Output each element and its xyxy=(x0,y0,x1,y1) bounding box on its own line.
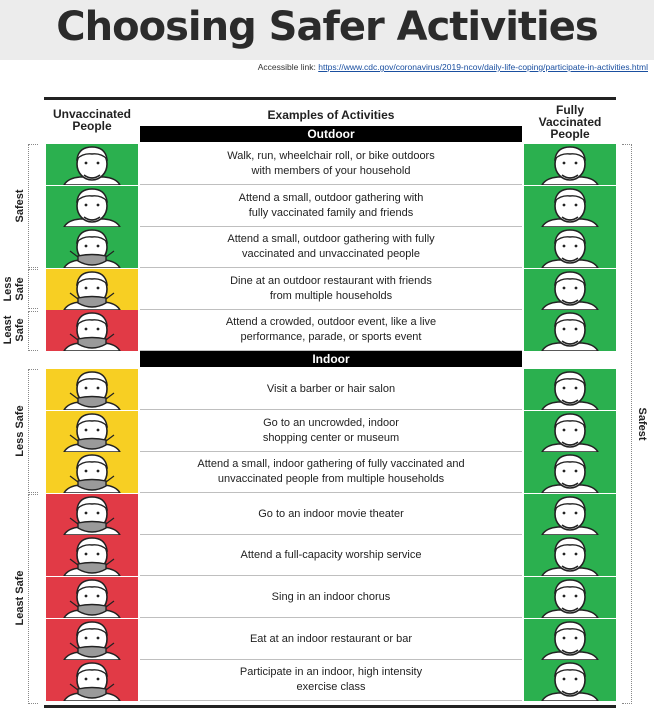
vaccinated-face-icon-green xyxy=(524,577,616,618)
link-prefix: Accessible link: xyxy=(257,62,319,72)
band-label-safest: Safest xyxy=(14,189,26,223)
header-examples: Examples of Activities xyxy=(267,108,395,122)
indoor-activity-text: Go to an indoor movie theater xyxy=(140,494,522,535)
unvaccinated-masked-face-icon-yellow xyxy=(46,411,138,452)
unvaccinated-masked-face-icon-red xyxy=(46,494,138,535)
cdc-link[interactable]: https://www.cdc.gov/coronavirus/2019-ncov/daily-life-coping/participate-in-activities.html xyxy=(318,62,648,72)
outdoor-activity-text: Walk, run, wheelchair roll, or bike outdoors with members of your household xyxy=(140,144,522,185)
vaccinated-face-icon-green xyxy=(524,369,616,410)
vaccinated-face-icon-green xyxy=(524,535,616,576)
band-less-safe-indoor xyxy=(28,369,38,493)
unvaccinated-masked-face-icon-yellow xyxy=(46,269,138,310)
vaccinated-face-icon-green xyxy=(524,144,616,185)
indoor-activity-text: Attend a small, indoor gathering of fully vaccinated and unvaccinated people from multiple households xyxy=(140,452,522,493)
vaccinated-face-icon-green xyxy=(524,310,616,351)
outdoor-activity-text: Attend a small, outdoor gathering with fully vaccinated family and friends xyxy=(140,186,522,227)
indoor-activity-text: Participate in an indoor, high intensity exercise class xyxy=(140,660,522,701)
unvaccinated-masked-face-icon-yellow xyxy=(46,452,138,493)
band-least-safe-outdoor xyxy=(28,311,38,351)
outdoor-activity-text: Attend a small, outdoor gathering with fully vaccinated and unvaccinated people xyxy=(140,227,522,268)
vaccinated-face-icon-green xyxy=(524,186,616,227)
vaccinated-face-icon-green xyxy=(524,619,616,660)
unvaccinated-masked-face-icon-yellow xyxy=(46,369,138,410)
band-safest xyxy=(28,144,38,268)
vaccinated-face-icon-green xyxy=(524,452,616,493)
indoor-activity-text: Sing in an indoor chorus xyxy=(140,577,522,618)
section-indoor: Indoor xyxy=(140,351,522,367)
band-less-safe-outdoor xyxy=(28,269,38,309)
band-vaccinated-safest xyxy=(622,144,632,704)
unvaccinated-masked-face-icon-red xyxy=(46,619,138,660)
vaccinated-face-icon-green xyxy=(524,494,616,535)
band-least-safe-indoor xyxy=(28,494,38,704)
unvaccinated-masked-face-icon-red xyxy=(46,535,138,576)
outdoor-activity-text: Attend a crowded, outdoor event, like a live performance, parade, or sports event xyxy=(140,310,522,351)
unvaccinated-masked-face-icon-red xyxy=(46,577,138,618)
vaccinated-face-icon-green xyxy=(524,660,616,701)
indoor-activity-text: Eat at an indoor restaurant or bar xyxy=(140,619,522,660)
unvaccinated-masked-face-icon-red xyxy=(46,310,138,351)
band-label-vaccinated-safest: Safest xyxy=(636,407,648,441)
section-outdoor: Outdoor xyxy=(140,126,522,142)
unvaccinated-masked-face-icon-green xyxy=(46,227,138,268)
vaccinated-face-icon-green xyxy=(524,227,616,268)
unvaccinated-masked-face-icon-red xyxy=(46,660,138,701)
unvaccinated-face-icon-green xyxy=(46,144,138,185)
vaccinated-face-icon-green xyxy=(524,269,616,310)
vaccinated-face-icon-green xyxy=(524,411,616,452)
outdoor-activity-text: Dine at an outdoor restaurant with friends from multiple households xyxy=(140,269,522,310)
unvaccinated-face-icon-green xyxy=(46,186,138,227)
header-unvaccinated: Unvaccinated People xyxy=(52,107,132,133)
indoor-activity-text: Visit a barber or hair salon xyxy=(140,369,522,410)
band-label-least-safe-outdoor: Least Safe xyxy=(2,315,26,345)
table-bottom-rule xyxy=(44,705,616,708)
accessible-link xyxy=(258,62,648,72)
indoor-activity-text: Attend a full-capacity worship service xyxy=(140,535,522,576)
band-label-least-safe-indoor: Least Safe xyxy=(14,570,26,626)
band-label-less-safe-outdoor: Less Safe xyxy=(2,276,26,302)
page-title: Choosing Safer Activities xyxy=(56,4,598,50)
table-top-rule xyxy=(44,97,616,100)
header-vaccinated: Fully Vaccinated People xyxy=(538,103,602,141)
band-label-less-safe-indoor: Less Safe xyxy=(14,405,26,457)
indoor-activity-text: Go to an uncrowded, indoor shopping center or museum xyxy=(140,411,522,452)
